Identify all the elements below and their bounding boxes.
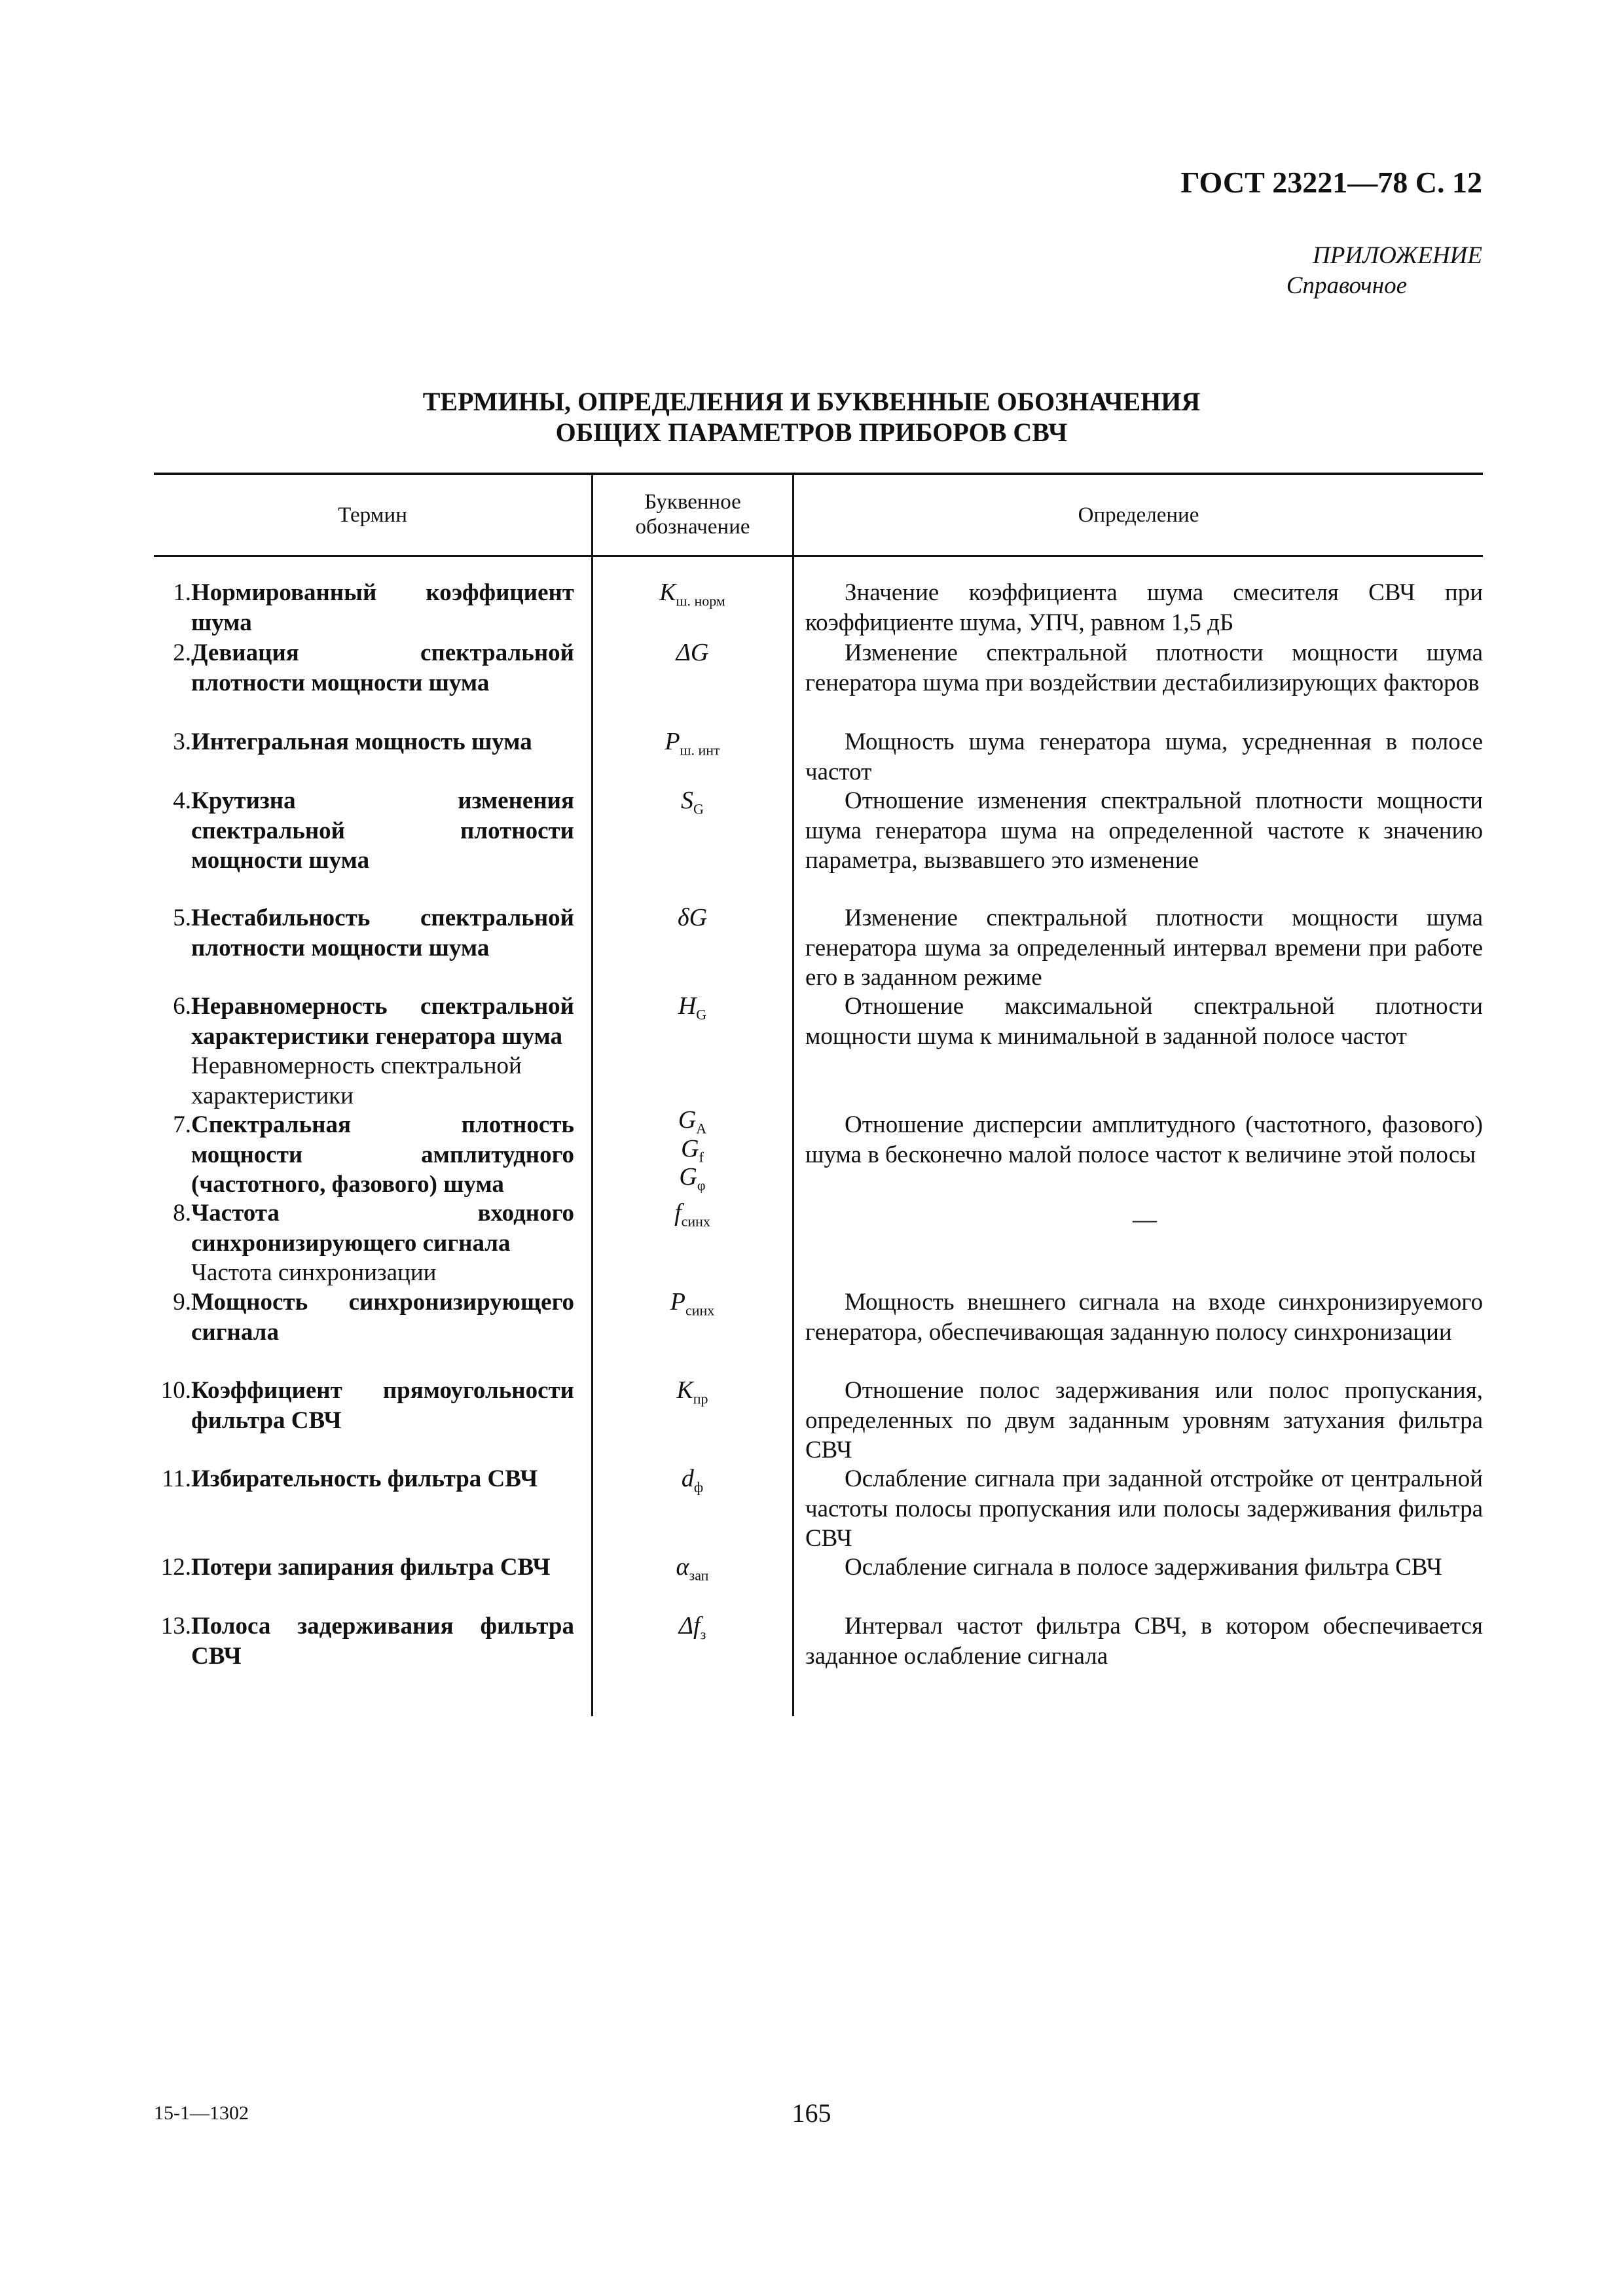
symbol-cell <box>593 1106 792 1196</box>
symbol-cell <box>593 578 792 616</box>
row-number: 10. <box>160 1377 191 1404</box>
symbol-base: K <box>659 579 676 606</box>
symbol-base: α <box>676 1553 689 1581</box>
term-cell <box>191 1376 574 1435</box>
symbol-subscript: пр <box>693 1390 708 1407</box>
symbol-subscript: A <box>696 1120 707 1137</box>
symbol-base: G <box>681 1134 699 1162</box>
row-number: 4. <box>173 787 191 814</box>
definition-cell: Значение коэффициента шума смесителя СВЧ при коэффициенте шума, УПЧ, равном 1,5 дБ <box>805 579 1483 636</box>
letter-symbol <box>593 727 792 765</box>
term-name: Коэффициент прямоугольности фильтра СВЧ <box>191 1377 574 1434</box>
symbol-subscript: зап <box>689 1567 709 1584</box>
table-header-rule <box>154 555 1483 557</box>
definition-cell: Изменение спектральной плотности мощности шума генератора шума за определенный интервал времени при работе его в заданном режиме <box>805 905 1483 991</box>
term-name: Нестабильность спектральной плотности мощности шума <box>191 905 574 961</box>
symbol-cell <box>593 903 792 933</box>
letter-symbol <box>593 992 792 1030</box>
letter-symbol <box>593 1611 792 1649</box>
symbol-base: H <box>678 992 697 1020</box>
term-name: Крутизна изменения спектральной плотности мощности шума <box>191 787 574 874</box>
definition-cell: — <box>1133 1206 1157 1233</box>
symbol-base: f <box>674 1199 682 1227</box>
symbol-cell <box>593 992 792 1030</box>
row-number: 3. <box>173 728 191 755</box>
symbol-cell <box>593 638 792 668</box>
table-header-symbol <box>593 490 792 539</box>
term-synonym: Частота синхронизации <box>191 1259 437 1286</box>
symbol-subscript: ф <box>693 1479 704 1496</box>
row-number: 2. <box>173 639 191 666</box>
definition-cell: Мощность внешнего сигнала на входе синхронизируемого генератора, обеспечивающая заданную полосу синхронизации <box>805 1289 1483 1346</box>
letter-symbol <box>593 578 792 616</box>
row-number: 8. <box>173 1200 191 1227</box>
definition-cell: Интервал частот фильтра СВЧ, в котором обеспечивается заданное ослабление сигнала <box>805 1613 1483 1670</box>
letter-symbol <box>593 1552 792 1590</box>
letter-symbol <box>593 903 792 933</box>
symbol-cell <box>593 786 792 824</box>
term-name: Неравномерность спектральной характеристики генератора шума <box>191 993 574 1050</box>
table-header-symbol-line-1: Буквенное <box>644 490 741 514</box>
term-cell <box>191 786 574 876</box>
symbol-subscript: з <box>700 1626 706 1643</box>
symbol-subscript: синх <box>685 1302 715 1319</box>
term-cell <box>191 992 574 1111</box>
symbol-cell <box>593 1287 792 1325</box>
term-name: Потери запирания фильтра СВЧ <box>191 1554 551 1581</box>
letter-symbol <box>593 786 792 824</box>
symbol-subscript: ш. норм <box>676 592 725 609</box>
term-name: Частота входного синхронизирующего сигнала <box>191 1200 574 1257</box>
row-number: 1. <box>173 579 191 606</box>
table-header-definition: Определение <box>1078 503 1199 527</box>
table-header-term: Термин <box>338 503 407 527</box>
appendix-label: ПРИЛОЖЕНИЕ <box>1313 242 1482 269</box>
symbol-subscript: синх <box>681 1213 710 1230</box>
symbol-cell <box>593 727 792 765</box>
term-cell <box>191 903 574 963</box>
symbol-subscript: G <box>693 800 704 817</box>
definition-cell: Отношение изменения спектральной плотности мощности шума генератора шума на определенной частоте к значению параметра, вызвавшего это изменение <box>805 787 1483 874</box>
term-name: Полоса задерживания фильтра СВЧ <box>191 1613 574 1670</box>
table-column-divider-2 <box>792 474 794 1716</box>
definition-cell: Отношение полос задерживания или полос пропускания, определенных по двум заданным уровням затухания фильтра СВЧ <box>805 1377 1483 1463</box>
symbol-base: G <box>679 1163 697 1191</box>
row-number: 9. <box>173 1289 191 1316</box>
symbol-cell <box>593 1552 792 1590</box>
row-number: 7. <box>173 1111 191 1138</box>
definition-cell: Ослабление сигнала при заданной отстройке от центральной частоты полосы пропускания или полосы задерживания фильтра СВЧ <box>805 1465 1483 1552</box>
symbol-base: Δf <box>678 1612 701 1640</box>
term-cell <box>191 1611 574 1671</box>
symbol-cell <box>593 1198 792 1236</box>
title-line-2: ОБЩИХ ПАРАМЕТРОВ ПРИБОРОВ СВЧ <box>555 418 1068 447</box>
row-number: 13. <box>160 1613 191 1640</box>
definition-cell: Ослабление сигнала в полосе задерживания фильтра СВЧ <box>845 1554 1442 1581</box>
footer-code: 15-1—1302 <box>154 2102 249 2124</box>
term-cell <box>191 1110 574 1200</box>
symbol-cell <box>593 1464 792 1502</box>
term-cell <box>191 578 574 637</box>
term-name: Девиация спектральной плотности мощности шума <box>191 639 574 696</box>
letter-symbol <box>593 1376 792 1414</box>
term-cell <box>191 1287 574 1347</box>
letter-symbol <box>593 1163 792 1196</box>
term-name: Спектральная плотность мощности амплитудного (частотного, фазового) шума <box>191 1111 574 1198</box>
table-header-symbol-line-2: обозначение <box>635 515 750 539</box>
symbol-subscript: ш. инт <box>680 742 720 759</box>
term-name: Избирательность фильтра СВЧ <box>191 1465 538 1492</box>
row-number: 6. <box>173 993 191 1020</box>
symbol-subscript: f <box>699 1149 704 1166</box>
symbol-cell <box>593 1611 792 1649</box>
row-number: 11. <box>162 1465 191 1492</box>
symbol-base: G <box>678 1106 697 1134</box>
symbol-base: P <box>665 728 680 755</box>
term-cell <box>191 1552 574 1583</box>
definition-cell: Отношение дисперсии амплитудного (частотного, фазового) шума в бесконечно малой полосе частот к величине этой полосы <box>805 1111 1483 1168</box>
term-cell <box>191 1198 574 1288</box>
symbol-base: d <box>681 1465 694 1492</box>
term-name: Интегральная мощность шума <box>191 728 532 755</box>
row-number: 12. <box>160 1554 191 1581</box>
definition-cell: Отношение максимальной спектральной плотности мощности шума к минимальной в заданной полосе частот <box>805 993 1483 1050</box>
letter-symbol <box>593 638 792 668</box>
definition-cell: Мощность шума генератора шума, усредненная в полосе частот <box>805 728 1483 785</box>
symbol-base: ΔG <box>676 639 709 666</box>
symbol-base: P <box>670 1288 685 1316</box>
term-cell <box>191 638 574 698</box>
symbol-subscript: φ <box>697 1177 706 1194</box>
symbol-subscript: G <box>696 1006 707 1023</box>
letter-symbol <box>593 1287 792 1325</box>
appendix-type: Справочное <box>1286 272 1407 299</box>
page-number: 165 <box>792 2098 831 2128</box>
term-name: Мощность синхронизирующего сигнала <box>191 1289 574 1346</box>
letter-symbol <box>593 1198 792 1236</box>
symbol-cell <box>593 1376 792 1414</box>
symbol-base: K <box>676 1376 693 1404</box>
symbol-base: δG <box>677 904 708 931</box>
term-cell <box>191 1464 574 1494</box>
definition-cell: Изменение спектральной плотности мощности шума генератора шума при воздействии дестабилизирующих факторов <box>805 639 1483 696</box>
appendix-block <box>1286 241 1482 301</box>
title-line-1: ТЕРМИНЫ, ОПРЕДЕЛЕНИЯ И БУКВЕННЫЕ ОБОЗНАЧЕНИЯ <box>422 387 1201 416</box>
term-name: Нормированный коэффициент шума <box>191 579 574 636</box>
document-header-code: ГОСТ 23221—78 С. 12 <box>1180 166 1482 199</box>
document-title <box>0 386 1623 448</box>
letter-symbol <box>593 1464 792 1502</box>
table-top-rule <box>154 473 1483 475</box>
term-synonym: Неравномерность спектральной характеристики <box>191 1052 522 1109</box>
row-number: 5. <box>173 905 191 931</box>
term-cell <box>191 727 574 757</box>
symbol-base: S <box>681 787 694 814</box>
